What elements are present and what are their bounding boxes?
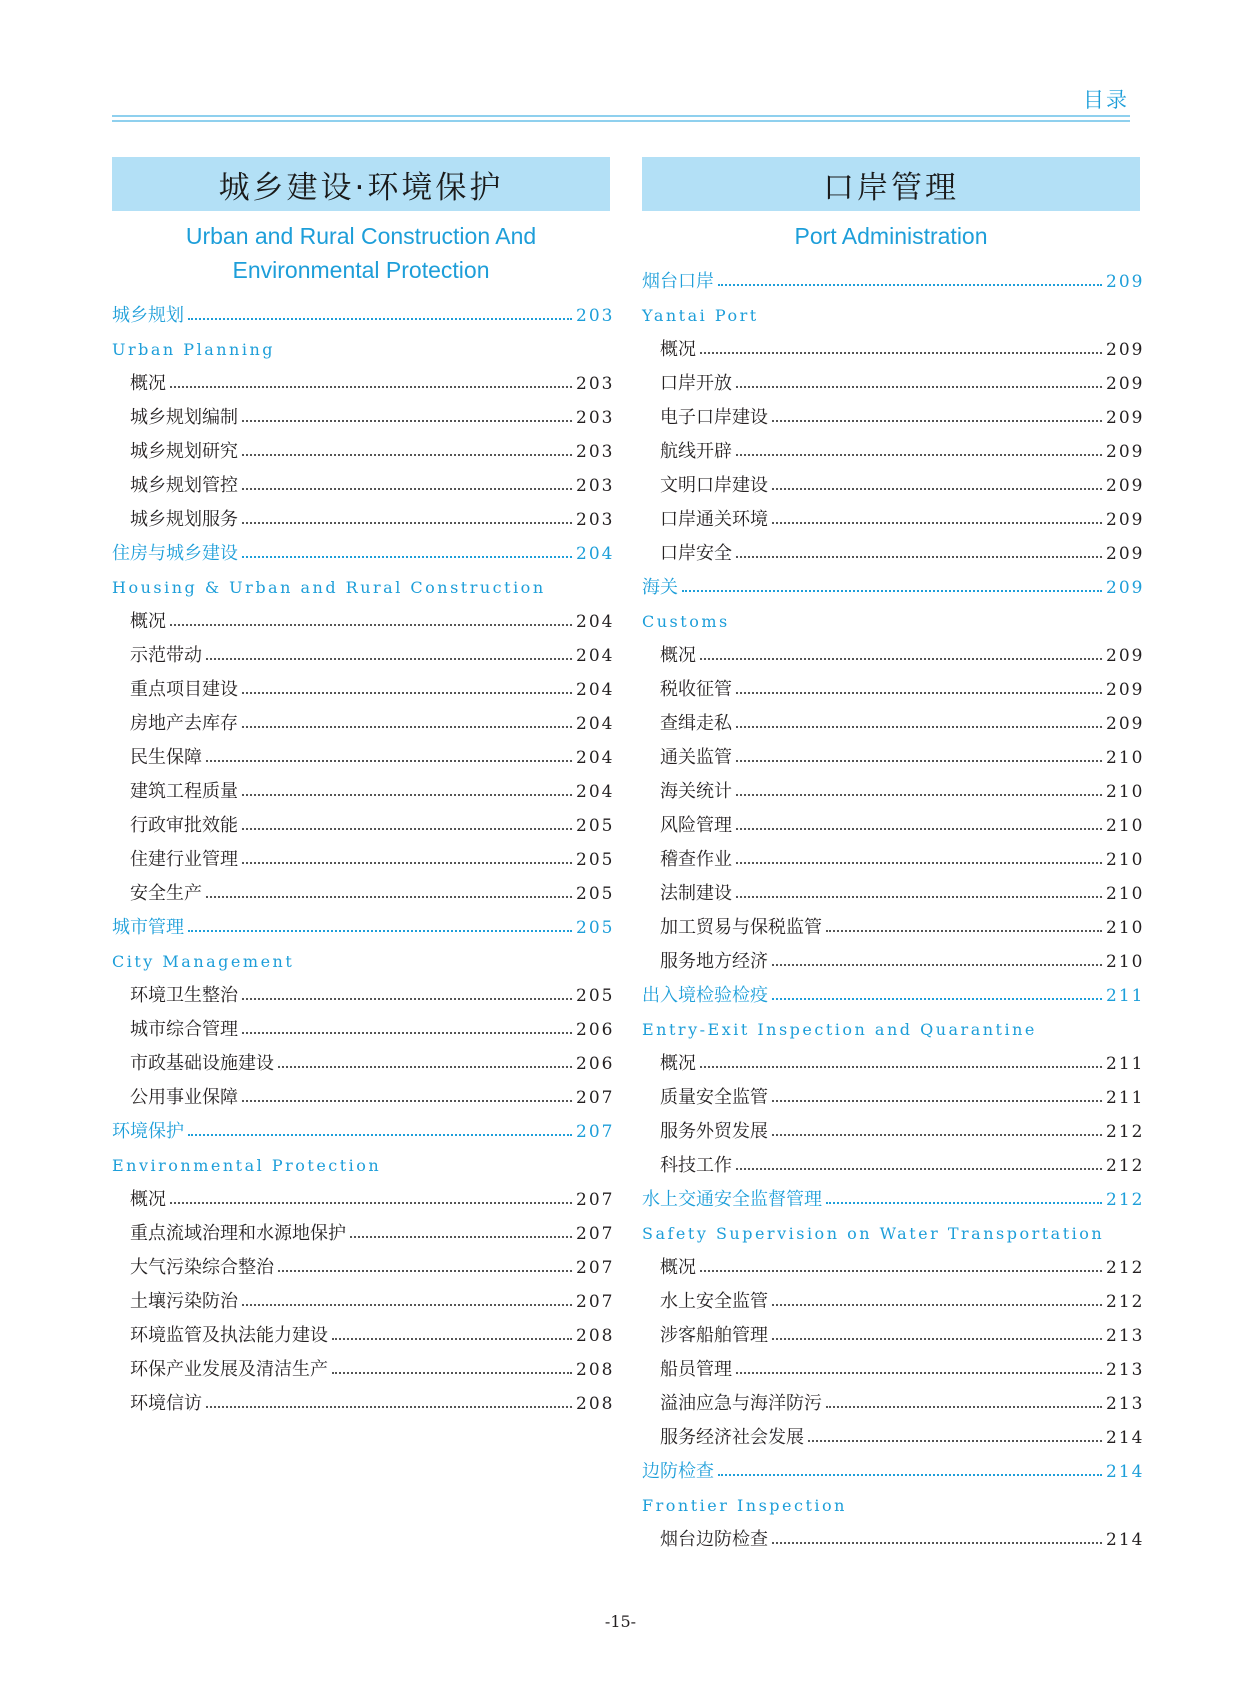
entry-title: 城乡规划 <box>112 305 184 326</box>
toc-item-entry[interactable] <box>112 465 615 499</box>
entry-page-number: 205 <box>576 850 615 870</box>
entry-page-number: 203 <box>576 374 615 394</box>
entry-page-number: 210 <box>1106 782 1145 802</box>
toc-item-entry[interactable] <box>112 1383 615 1417</box>
dot-leader <box>736 760 1102 762</box>
entry-title: 重点流域治理和水源地保护 <box>130 1223 346 1244</box>
left-column <box>112 157 615 1417</box>
entry-page-number: 204 <box>576 646 615 666</box>
entry-title: 房地产去库存 <box>130 713 238 734</box>
toc-item-entry[interactable] <box>112 635 615 669</box>
entry-page-number: 204 <box>576 782 615 802</box>
dot-leader <box>242 862 572 864</box>
toc-item-entry[interactable] <box>642 499 1145 533</box>
toc-item-entry[interactable] <box>112 669 615 703</box>
dot-leader <box>826 1406 1102 1408</box>
entry-title: 建筑工程质量 <box>130 781 238 802</box>
entry-title: 服务地方经济 <box>660 951 768 972</box>
dot-leader <box>736 828 1102 830</box>
entry-title: 加工贸易与保税监管 <box>660 917 822 938</box>
toc-item-entry[interactable] <box>642 669 1145 703</box>
entry-title: 溢油应急与海洋防污 <box>660 1393 822 1414</box>
dot-leader <box>242 1304 572 1306</box>
toc-item-entry[interactable] <box>642 703 1145 737</box>
left-toc <box>112 295 615 1417</box>
left-category-subtitle <box>112 219 610 287</box>
entry-title: 船员管理 <box>660 1359 732 1380</box>
right-subtitle-line-1: Port Administration <box>794 223 988 249</box>
dot-leader <box>718 1474 1102 1476</box>
entry-title: 大气污染综合整治 <box>130 1257 274 1278</box>
entry-title: 航线开辟 <box>660 441 732 462</box>
dot-leader <box>242 998 572 1000</box>
entry-title: 涉客船舶管理 <box>660 1325 768 1346</box>
dot-leader <box>332 1338 572 1340</box>
entry-title: 边防检查 <box>642 1461 714 1482</box>
toc-item-entry[interactable] <box>642 1349 1145 1383</box>
dot-leader <box>188 1134 572 1136</box>
toc-item-entry[interactable] <box>112 1077 615 1111</box>
toc-section-english-title: Housing & Urban and Rural Construction <box>112 578 546 597</box>
entry-title: 口岸安全 <box>660 543 732 564</box>
entry-page-number: 211 <box>1106 1054 1145 1074</box>
entry-title: 重点项目建设 <box>130 679 238 700</box>
dot-leader <box>700 658 1102 660</box>
entry-page-number: 206 <box>576 1020 615 1040</box>
entry-page-number: 209 <box>1106 476 1145 496</box>
dot-leader <box>700 1066 1102 1068</box>
dot-leader <box>206 1406 572 1408</box>
entry-page-number: 208 <box>576 1326 615 1346</box>
entry-page-number: 205 <box>576 986 615 1006</box>
dot-leader <box>772 420 1102 422</box>
dot-leader <box>736 896 1102 898</box>
entry-title: 海关 <box>642 577 678 598</box>
right-toc <box>642 261 1145 1553</box>
dot-leader <box>772 998 1102 1000</box>
entry-title: 环境信访 <box>130 1393 202 1414</box>
right-category-banner: 口岸管理 <box>642 157 1140 211</box>
entry-title: 民生保障 <box>130 747 202 768</box>
header-rule-top <box>112 115 1130 117</box>
dot-leader <box>826 930 1102 932</box>
toc-item-entry[interactable] <box>642 465 1145 499</box>
dot-leader <box>736 692 1102 694</box>
entry-title: 查缉走私 <box>660 713 732 734</box>
dot-leader <box>736 794 1102 796</box>
entry-page-number: 207 <box>576 1292 615 1312</box>
dot-leader <box>206 760 572 762</box>
entry-title: 安全生产 <box>130 883 202 904</box>
entry-title: 税收征管 <box>660 679 732 700</box>
entry-title: 文明口岸建设 <box>660 475 768 496</box>
entry-page-number: 212 <box>1106 1258 1145 1278</box>
dot-leader <box>772 488 1102 490</box>
entry-page-number: 208 <box>576 1394 615 1414</box>
entry-title: 住房与城乡建设 <box>112 543 238 564</box>
entry-title: 海关统计 <box>660 781 732 802</box>
entry-title: 概况 <box>130 373 166 394</box>
entry-title: 风险管理 <box>660 815 732 836</box>
dot-leader <box>700 352 1102 354</box>
dot-leader <box>188 930 572 932</box>
entry-title: 质量安全监管 <box>660 1087 768 1108</box>
entry-title: 服务外贸发展 <box>660 1121 768 1142</box>
header-rule-bottom <box>112 120 1130 122</box>
toc-item-entry[interactable] <box>112 363 615 397</box>
dot-leader <box>736 1168 1102 1170</box>
toc-section-entry[interactable] <box>112 295 615 329</box>
entry-page-number: 203 <box>576 442 615 462</box>
dot-leader <box>718 284 1102 286</box>
toc-item-entry[interactable] <box>642 873 1145 907</box>
dot-leader <box>736 862 1102 864</box>
entry-title: 公用事业保障 <box>130 1087 238 1108</box>
toc-section-entry[interactable] <box>642 1179 1145 1213</box>
toc-item-entry[interactable] <box>642 1247 1145 1281</box>
entry-page-number: 207 <box>576 1224 615 1244</box>
entry-page-number: 209 <box>1106 578 1145 598</box>
toc-section-english-title: Entry-Exit Inspection and Quarantine <box>642 1020 1037 1039</box>
toc-item-entry[interactable] <box>642 839 1145 873</box>
entry-title: 市政基础设施建设 <box>130 1053 274 1074</box>
entry-title: 烟台口岸 <box>642 271 714 292</box>
entry-title: 环境监管及执法能力建设 <box>130 1325 328 1346</box>
entry-page-number: 205 <box>576 918 615 938</box>
toc-item-entry[interactable] <box>642 397 1145 431</box>
entry-page-number: 214 <box>1106 1530 1145 1550</box>
entry-title: 水上交通安全监督管理 <box>642 1189 822 1210</box>
entry-page-number: 206 <box>576 1054 615 1074</box>
entry-title: 概况 <box>660 339 696 360</box>
toc-section-english-title: Frontier Inspection <box>642 1496 847 1515</box>
entry-page-number: 203 <box>576 476 615 496</box>
dot-leader <box>808 1440 1102 1442</box>
entry-title: 服务经济社会发展 <box>660 1427 804 1448</box>
entry-page-number: 203 <box>576 306 615 326</box>
toc-item-entry[interactable] <box>112 1281 615 1315</box>
dot-leader <box>242 828 572 830</box>
toc-section-entry[interactable] <box>642 1451 1145 1485</box>
toc-section-english-title: Yantai Port <box>642 306 759 325</box>
dot-leader <box>772 522 1102 524</box>
dot-leader <box>242 488 572 490</box>
dot-leader <box>242 1032 572 1034</box>
entry-page-number: 207 <box>576 1258 615 1278</box>
toc-section-entry[interactable] <box>642 261 1145 295</box>
dot-leader <box>826 1202 1102 1204</box>
dot-leader <box>772 1542 1102 1544</box>
entry-title: 城市综合管理 <box>130 1019 238 1040</box>
toc-item-entry[interactable] <box>112 703 615 737</box>
toc-item-entry[interactable] <box>112 1247 615 1281</box>
toc-section-entry[interactable] <box>112 1111 615 1145</box>
toc-item-entry[interactable] <box>642 1281 1145 1315</box>
toc-item-entry[interactable] <box>642 907 1145 941</box>
toc-item-entry[interactable] <box>642 635 1145 669</box>
left-subtitle-line-1: Urban and Rural Construction And <box>185 223 537 249</box>
toc-item-entry[interactable] <box>112 1043 615 1077</box>
dot-leader <box>736 556 1102 558</box>
entry-title: 城乡规划服务 <box>130 509 238 530</box>
toc-section-entry[interactable] <box>642 567 1145 601</box>
right-column <box>642 157 1145 1553</box>
dot-leader <box>736 386 1102 388</box>
toc-item-entry[interactable] <box>642 1077 1145 1111</box>
toc-item-entry[interactable] <box>642 329 1145 363</box>
toc-section-english-title: Urban Planning <box>112 340 275 359</box>
entry-page-number: 212 <box>1106 1292 1145 1312</box>
entry-title: 概况 <box>660 645 696 666</box>
entry-title: 城乡规划研究 <box>130 441 238 462</box>
entry-page-number: 205 <box>576 884 615 904</box>
dot-leader <box>206 658 572 660</box>
toc-section-english-title: Safety Supervision on Water Transportation <box>642 1224 1105 1243</box>
entry-page-number: 203 <box>576 510 615 530</box>
entry-page-number: 209 <box>1106 714 1145 734</box>
toc-section-entry[interactable] <box>112 907 615 941</box>
entry-title: 概况 <box>130 611 166 632</box>
dot-leader <box>332 1372 572 1374</box>
entry-page-number: 211 <box>1106 1088 1145 1108</box>
dot-leader <box>170 624 572 626</box>
entry-title: 概况 <box>130 1189 166 1210</box>
entry-page-number: 209 <box>1106 680 1145 700</box>
toc-item-entry[interactable] <box>642 941 1145 975</box>
toc-item-entry[interactable] <box>112 805 615 839</box>
entry-page-number: 207 <box>576 1088 615 1108</box>
entry-title: 行政审批效能 <box>130 815 238 836</box>
entry-title: 稽查作业 <box>660 849 732 870</box>
dot-leader <box>772 1134 1102 1136</box>
toc-item-entry[interactable] <box>642 1145 1145 1179</box>
entry-title: 法制建设 <box>660 883 732 904</box>
toc-section-english-title: Customs <box>642 612 730 631</box>
dot-leader <box>242 692 572 694</box>
entry-page-number: 214 <box>1106 1428 1145 1448</box>
dot-leader <box>350 1236 572 1238</box>
dot-leader <box>772 1304 1102 1306</box>
entry-page-number: 204 <box>576 612 615 632</box>
toc-section-english-title: City Management <box>112 952 295 971</box>
dot-leader <box>242 794 572 796</box>
running-header-title: 目录 <box>1083 88 1129 112</box>
entry-page-number: 210 <box>1106 748 1145 768</box>
toc-item-entry[interactable] <box>112 1213 615 1247</box>
entry-title: 城乡规划编制 <box>130 407 238 428</box>
entry-page-number: 209 <box>1106 510 1145 530</box>
entry-page-number: 209 <box>1106 408 1145 428</box>
entry-page-number: 210 <box>1106 884 1145 904</box>
entry-title: 概况 <box>660 1257 696 1278</box>
toc-item-entry[interactable] <box>642 431 1145 465</box>
toc-item-entry[interactable] <box>642 1383 1145 1417</box>
entry-title: 出入境检验检疫 <box>642 985 768 1006</box>
toc-item-entry[interactable] <box>112 499 615 533</box>
toc-item-entry[interactable] <box>112 1009 615 1043</box>
toc-item-entry[interactable] <box>112 601 615 635</box>
toc-item-entry[interactable] <box>642 1519 1145 1553</box>
toc-item-entry[interactable] <box>112 839 615 873</box>
entry-title: 科技工作 <box>660 1155 732 1176</box>
page-number: -15- <box>604 1612 637 1631</box>
entry-page-number: 214 <box>1106 1462 1145 1482</box>
entry-page-number: 210 <box>1106 816 1145 836</box>
toc-item-entry[interactable] <box>642 1315 1145 1349</box>
dot-leader <box>242 1100 572 1102</box>
toc-item-entry[interactable] <box>112 771 615 805</box>
entry-page-number: 209 <box>1106 272 1145 292</box>
entry-title: 烟台边防检查 <box>660 1529 768 1550</box>
toc-section-entry[interactable] <box>642 975 1145 1009</box>
toc-item-entry[interactable] <box>112 1179 615 1213</box>
entry-title: 口岸通关环境 <box>660 509 768 530</box>
entry-page-number: 213 <box>1106 1326 1145 1346</box>
entry-page-number: 203 <box>576 408 615 428</box>
entry-page-number: 209 <box>1106 340 1145 360</box>
entry-page-number: 209 <box>1106 544 1145 564</box>
toc-item-entry[interactable] <box>112 873 615 907</box>
toc-item-entry[interactable] <box>642 805 1145 839</box>
entry-page-number: 210 <box>1106 952 1145 972</box>
toc-item-entry[interactable] <box>112 975 615 1009</box>
entry-page-number: 207 <box>576 1190 615 1210</box>
entry-title: 环保产业发展及清洁生产 <box>130 1359 328 1380</box>
toc-item-entry[interactable] <box>642 363 1145 397</box>
toc-section-english-title: Environmental Protection <box>112 1156 382 1175</box>
dot-leader <box>736 726 1102 728</box>
entry-page-number: 204 <box>576 748 615 768</box>
dot-leader <box>242 454 572 456</box>
toc-item-entry[interactable] <box>112 431 615 465</box>
entry-title: 城市管理 <box>112 917 184 938</box>
toc-item-entry[interactable] <box>642 737 1145 771</box>
entry-title: 环境卫生整治 <box>130 985 238 1006</box>
entry-page-number: 205 <box>576 816 615 836</box>
toc-item-entry[interactable] <box>112 1315 615 1349</box>
toc-item-entry[interactable] <box>642 1417 1145 1451</box>
dot-leader <box>242 556 572 558</box>
entry-page-number: 212 <box>1106 1190 1145 1210</box>
dot-leader <box>170 386 572 388</box>
dot-leader <box>772 1338 1102 1340</box>
dot-leader <box>206 896 572 898</box>
dot-leader <box>736 454 1102 456</box>
entry-title: 口岸开放 <box>660 373 732 394</box>
entry-page-number: 207 <box>576 1122 615 1142</box>
dot-leader <box>700 1270 1102 1272</box>
toc-item-entry[interactable] <box>642 533 1145 567</box>
entry-title: 电子口岸建设 <box>660 407 768 428</box>
entry-title: 示范带动 <box>130 645 202 666</box>
toc-item-entry[interactable] <box>112 1349 615 1383</box>
dot-leader <box>278 1270 572 1272</box>
dot-leader <box>682 590 1102 592</box>
entry-page-number: 212 <box>1106 1122 1145 1142</box>
dot-leader <box>170 1202 572 1204</box>
dot-leader <box>736 1372 1102 1374</box>
entry-page-number: 211 <box>1106 986 1145 1006</box>
toc-item-entry[interactable] <box>642 771 1145 805</box>
entry-page-number: 204 <box>576 544 615 564</box>
toc-item-entry[interactable] <box>642 1043 1145 1077</box>
entry-title: 概况 <box>660 1053 696 1074</box>
dot-leader <box>242 522 572 524</box>
entry-page-number: 212 <box>1106 1156 1145 1176</box>
toc-item-entry[interactable] <box>112 737 615 771</box>
entry-title: 城乡规划管控 <box>130 475 238 496</box>
dot-leader <box>772 1100 1102 1102</box>
entry-page-number: 210 <box>1106 918 1145 938</box>
entry-page-number: 209 <box>1106 442 1145 462</box>
dot-leader <box>242 420 572 422</box>
right-category-subtitle <box>642 219 1140 253</box>
toc-section-entry[interactable] <box>112 533 615 567</box>
entry-page-number: 209 <box>1106 646 1145 666</box>
entry-page-number: 204 <box>576 714 615 734</box>
entry-title: 水上安全监管 <box>660 1291 768 1312</box>
entry-page-number: 213 <box>1106 1360 1145 1380</box>
entry-title: 通关监管 <box>660 747 732 768</box>
dot-leader <box>772 964 1102 966</box>
entry-title: 住建行业管理 <box>130 849 238 870</box>
entry-title: 土壤污染防治 <box>130 1291 238 1312</box>
left-category-banner: 城乡建设·环境保护 <box>112 157 610 211</box>
entry-page-number: 208 <box>576 1360 615 1380</box>
entry-page-number: 209 <box>1106 374 1145 394</box>
toc-item-entry[interactable] <box>642 1111 1145 1145</box>
entry-page-number: 210 <box>1106 850 1145 870</box>
entry-title: 环境保护 <box>112 1121 184 1142</box>
entry-page-number: 213 <box>1106 1394 1145 1414</box>
dot-leader <box>278 1066 572 1068</box>
left-subtitle-line-2: Environmental Protection <box>232 257 490 283</box>
toc-item-entry[interactable] <box>112 397 615 431</box>
dot-leader <box>188 318 572 320</box>
dot-leader <box>242 726 572 728</box>
entry-page-number: 204 <box>576 680 615 700</box>
